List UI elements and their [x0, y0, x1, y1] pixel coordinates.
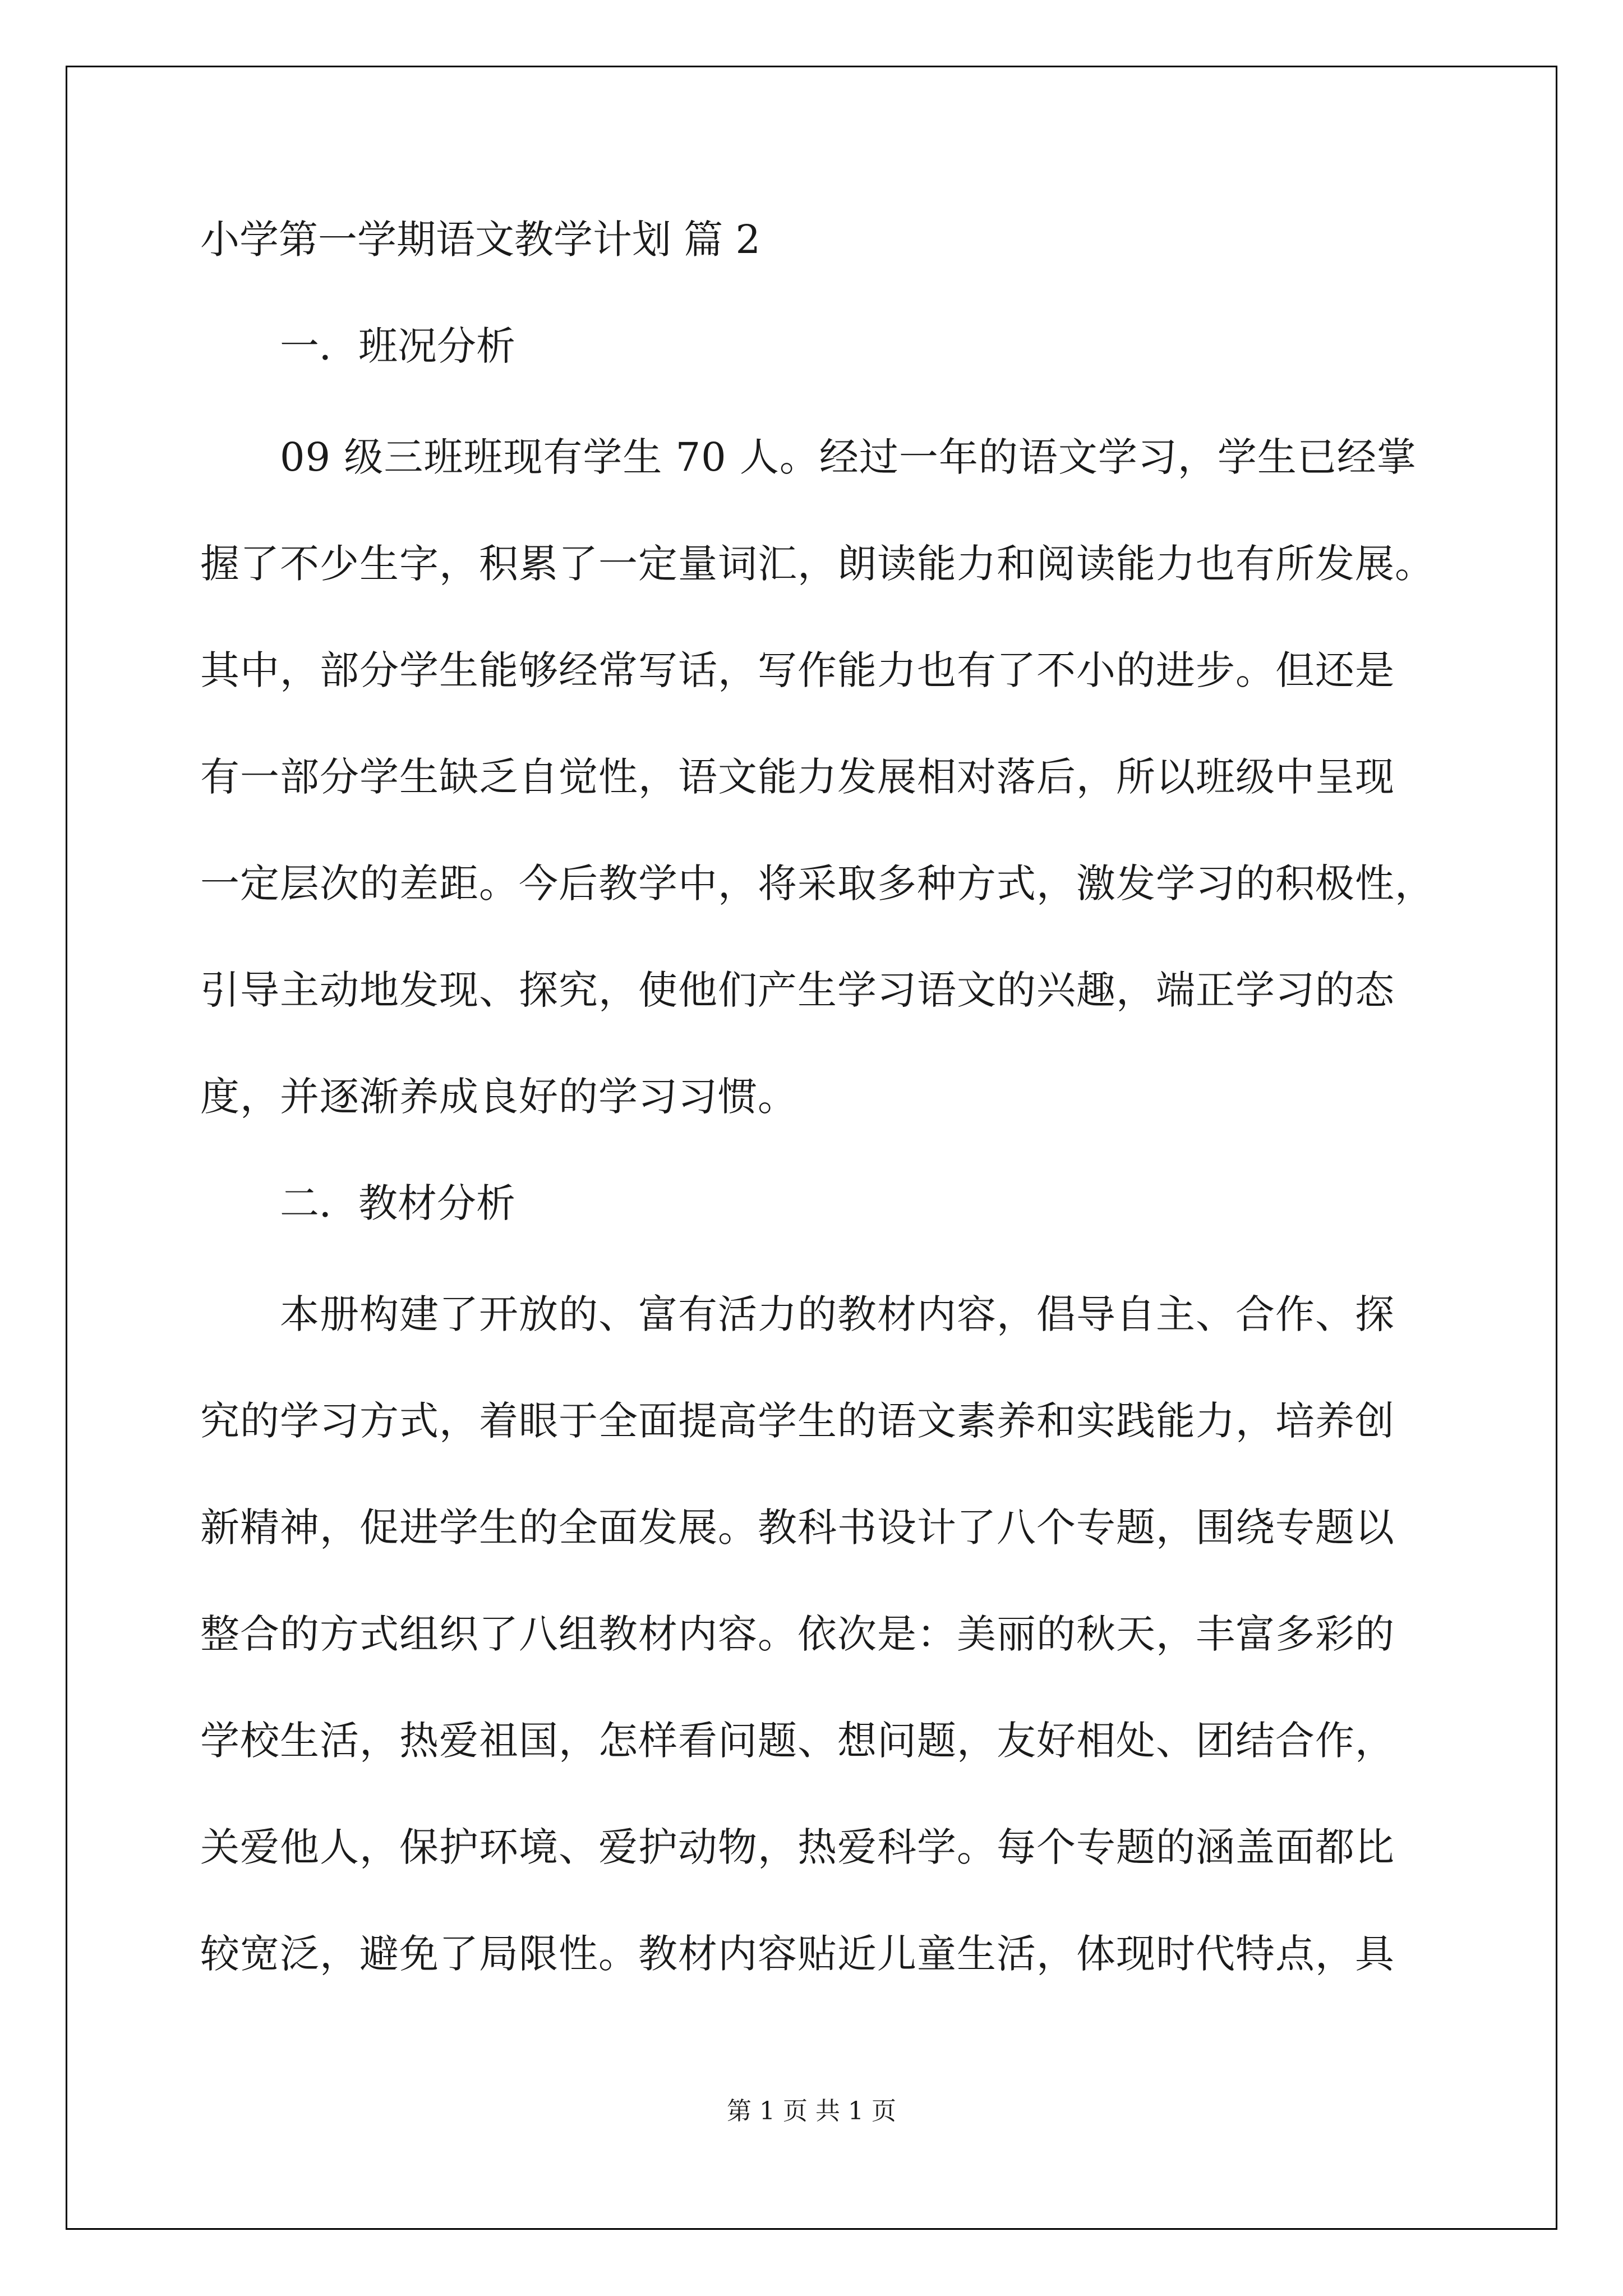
paragraph-line: 究的学习方式，着眼于全面提高学生的语文素养和实践能力，培养创: [200, 1398, 1395, 1444]
paragraph-line: 握了不少生字，积累了一定量词汇，朗读能力和阅读能力也有所发展。: [200, 541, 1435, 587]
paragraph-line: 学校生活，热爱祖国，怎样看问题、想问题，友好相处、团结合作，: [200, 1718, 1395, 1764]
page-number-footer: 第 1 页 共 1 页: [727, 2097, 896, 2125]
paragraph-line: 整合的方式组织了八组教材内容。依次是：美丽的秋天，丰富多彩的: [200, 1611, 1395, 1657]
paragraph-line: 较宽泛，避免了局限性。教材内容贴近儿童生活，体现时代特点，具: [200, 1931, 1395, 1977]
paragraph-line: 其中，部分学生能够经常写话，写作能力也有了不小的进步。但还是: [200, 647, 1395, 693]
paragraph-textbook-analysis: [200, 1291, 1428, 1977]
document-title: 小学第一学期语文教学计划 篇 2: [200, 217, 761, 263]
section-heading-class-analysis: 一．班况分析: [280, 323, 515, 369]
paragraph-line: 引导主动地发现、探究，使他们产生学习语文的兴趣，端正学习的态: [200, 967, 1395, 1013]
paragraph-line: 度，并逐渐养成良好的学习习惯。: [200, 1074, 797, 1120]
section-heading-textbook-analysis: 二．教材分析: [280, 1180, 515, 1226]
paragraph-line: 09 级三班班现有学生 70 人。经过一年的语文学习，学生已经掌: [280, 434, 1417, 480]
paragraph-line: 有一部分学生缺乏自觉性，语文能力发展相对落后，所以班级中呈现: [200, 754, 1395, 800]
paragraph-class-analysis: [200, 434, 1435, 1120]
document-body: [200, 217, 1435, 1977]
paragraph-line: 一定层次的差距。今后教学中，将采取多种方式，激发学习的积极性，: [200, 861, 1435, 907]
paragraph-line: 本册构建了开放的、富有活力的教材内容，倡导自主、合作、探: [280, 1291, 1395, 1337]
paragraph-line: 关爱他人，保护环境、爱护动物，热爱科学。每个专题的涵盖面都比: [200, 1824, 1395, 1870]
paragraph-line: 新精神，促进学生的全面发展。教科书设计了八个专题，围绕专题以: [200, 1504, 1395, 1550]
